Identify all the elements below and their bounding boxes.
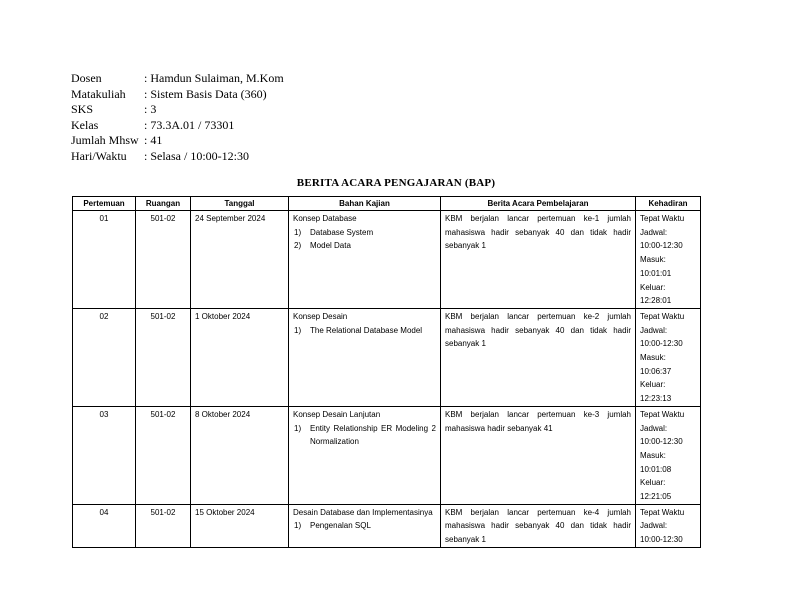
cell-bahan-kajian bbox=[289, 406, 441, 504]
cell-berita-acara: KBM berjalan lancar pertemuan ke-3 jumlah mahasiswa hadir sebanyak 41 bbox=[441, 406, 636, 504]
cell-kehadiran bbox=[636, 504, 701, 547]
info-label: SKS bbox=[71, 102, 94, 116]
kehadiran-masuk-value: 10:06:37 bbox=[640, 366, 672, 376]
info-label: Hari/Waktu bbox=[71, 148, 127, 163]
list-item bbox=[293, 422, 436, 449]
cell-bahan-kajian bbox=[289, 308, 441, 406]
list-item bbox=[293, 324, 436, 338]
info-value: : 41 bbox=[144, 133, 163, 147]
info-label: Matakuliah bbox=[71, 86, 126, 101]
bahan-list bbox=[293, 422, 436, 449]
kehadiran-jadwal-label: Jadwal: bbox=[640, 423, 668, 433]
info-row-dosen bbox=[71, 71, 284, 87]
info-value: : 3 bbox=[144, 102, 157, 116]
cell-pertemuan: 04 bbox=[73, 504, 136, 547]
info-value: : Sistem Basis Data (360) bbox=[144, 86, 267, 101]
header-bahan-kajian: Bahan Kajian bbox=[289, 197, 441, 211]
kehadiran-jadwal-value: 10:00-12:30 bbox=[640, 241, 683, 251]
list-text: Model Data bbox=[310, 241, 351, 251]
cell-ruangan: 501-02 bbox=[136, 504, 191, 547]
kehadiran-jadwal-label: Jadwal: bbox=[640, 521, 668, 531]
list-number: 1) bbox=[294, 521, 302, 531]
table-row bbox=[73, 406, 701, 504]
info-row-matakuliah bbox=[71, 87, 284, 103]
kehadiran-status: Tepat Waktu bbox=[640, 214, 685, 223]
list-number: 1) bbox=[294, 423, 302, 433]
info-label: Dosen bbox=[71, 71, 102, 85]
list-item bbox=[293, 519, 436, 533]
course-info bbox=[71, 71, 284, 164]
header-ruangan: Ruangan bbox=[136, 197, 191, 211]
kehadiran-masuk-value: 10:01:08 bbox=[640, 464, 672, 474]
cell-tanggal: 1 Oktober 2024 bbox=[191, 308, 289, 406]
kehadiran-jadwal-value: 10:00-12:30 bbox=[640, 535, 683, 545]
kehadiran-masuk-label: Masuk: bbox=[640, 450, 666, 460]
cell-ruangan: 501-02 bbox=[136, 406, 191, 504]
bahan-title: Konsep Desain Lanjutan bbox=[293, 409, 381, 419]
info-row-jumlah-mhsw bbox=[71, 133, 284, 149]
info-label: Jumlah Mhsw bbox=[71, 133, 139, 147]
cell-tanggal: 15 Oktober 2024 bbox=[191, 504, 289, 547]
kehadiran-status: Tepat Waktu bbox=[640, 507, 685, 517]
cell-pertemuan: 01 bbox=[73, 211, 136, 309]
kehadiran-keluar-label: Keluar: bbox=[640, 478, 666, 488]
table-header-row bbox=[73, 197, 701, 211]
table-row bbox=[73, 308, 701, 406]
cell-berita-acara: KBM berjalan lancar pertemuan ke-1 jumlah mahasiswa hadir sebanyak 40 dan tidak hadir sebanyak 1 bbox=[441, 211, 636, 309]
cell-pertemuan: 03 bbox=[73, 406, 136, 504]
info-row-sks bbox=[71, 102, 284, 118]
list-item bbox=[293, 226, 436, 240]
kehadiran-keluar-value: 12:21:05 bbox=[640, 492, 672, 502]
kehadiran-jadwal-value: 10:00-12:30 bbox=[640, 339, 683, 349]
kehadiran-status: Tepat Waktu bbox=[640, 409, 685, 419]
kehadiran-jadwal-value: 10:00-12:30 bbox=[640, 437, 683, 447]
bahan-list bbox=[293, 519, 436, 533]
kehadiran-jadwal-label: Jadwal: bbox=[640, 227, 668, 237]
cell-kehadiran bbox=[636, 308, 701, 406]
kehadiran-status: Tepat Waktu bbox=[640, 311, 685, 321]
bahan-list bbox=[293, 226, 436, 253]
kehadiran-masuk-label: Masuk: bbox=[640, 255, 666, 265]
list-number: 1) bbox=[294, 227, 302, 237]
cell-ruangan: 501-02 bbox=[136, 308, 191, 406]
list-number: 1) bbox=[294, 325, 302, 335]
cell-pertemuan: 02 bbox=[73, 308, 136, 406]
document-title: BERITA ACARA PENGAJARAN (BAP) bbox=[296, 177, 496, 189]
bahan-title: Konsep Desain bbox=[293, 311, 348, 321]
bahan-title: Desain Database dan Implementasinya bbox=[293, 507, 433, 517]
cell-ruangan: 501-02 bbox=[136, 211, 191, 309]
table-row bbox=[73, 211, 701, 309]
list-text: The Relational Database Model bbox=[310, 325, 423, 335]
kehadiran-jadwal-label: Jadwal: bbox=[640, 325, 668, 335]
info-label: Kelas bbox=[71, 117, 99, 132]
kehadiran-masuk-value: 10:01:01 bbox=[640, 268, 672, 278]
kehadiran-keluar-value: 12:28:01 bbox=[640, 296, 672, 306]
header-kehadiran: Kehadiran bbox=[636, 197, 701, 211]
cell-kehadiran bbox=[636, 211, 701, 309]
list-text: Pengenalan SQL bbox=[310, 521, 371, 531]
header-tanggal: Tanggal bbox=[191, 197, 289, 211]
info-value: : 73.3A.01 / 73301 bbox=[144, 117, 235, 132]
cell-tanggal: 24 September 2024 bbox=[191, 211, 289, 309]
cell-berita-acara: KBM berjalan lancar pertemuan ke-4 jumlah mahasiswa hadir sebanyak 40 dan tidak hadir sebanyak 1 bbox=[441, 504, 636, 547]
kehadiran-keluar-label: Keluar: bbox=[640, 380, 666, 390]
cell-bahan-kajian bbox=[289, 211, 441, 309]
cell-bahan-kajian bbox=[289, 504, 441, 547]
info-row-kelas bbox=[71, 118, 284, 134]
list-text: Entity Relationship ER Modeling 2 Normalization bbox=[310, 423, 436, 447]
bahan-title: Konsep Database bbox=[293, 214, 357, 223]
list-number: 2) bbox=[294, 241, 302, 251]
kehadiran-keluar-label: Keluar: bbox=[640, 282, 666, 292]
table-row bbox=[73, 504, 701, 547]
list-text: Database System bbox=[310, 227, 374, 237]
bap-table bbox=[72, 196, 701, 548]
cell-berita-acara: KBM berjalan lancar pertemuan ke-2 jumlah mahasiswa hadir sebanyak 40 dan tidak hadir sebanyak 1 bbox=[441, 308, 636, 406]
header-berita-acara: Berita Acara Pembelajaran bbox=[441, 197, 636, 211]
header-pertemuan: Pertemuan bbox=[73, 197, 136, 211]
info-value: : Hamdun Sulaiman, M.Kom bbox=[144, 71, 284, 85]
info-row-hari-waktu bbox=[71, 149, 284, 165]
kehadiran-masuk-label: Masuk: bbox=[640, 353, 666, 363]
kehadiran-keluar-value: 12:23:13 bbox=[640, 394, 672, 404]
info-value: : Selasa / 10:00-12:30 bbox=[144, 148, 249, 163]
bahan-list bbox=[293, 324, 436, 338]
list-item bbox=[293, 239, 436, 253]
cell-tanggal: 8 Oktober 2024 bbox=[191, 406, 289, 504]
cell-kehadiran bbox=[636, 406, 701, 504]
